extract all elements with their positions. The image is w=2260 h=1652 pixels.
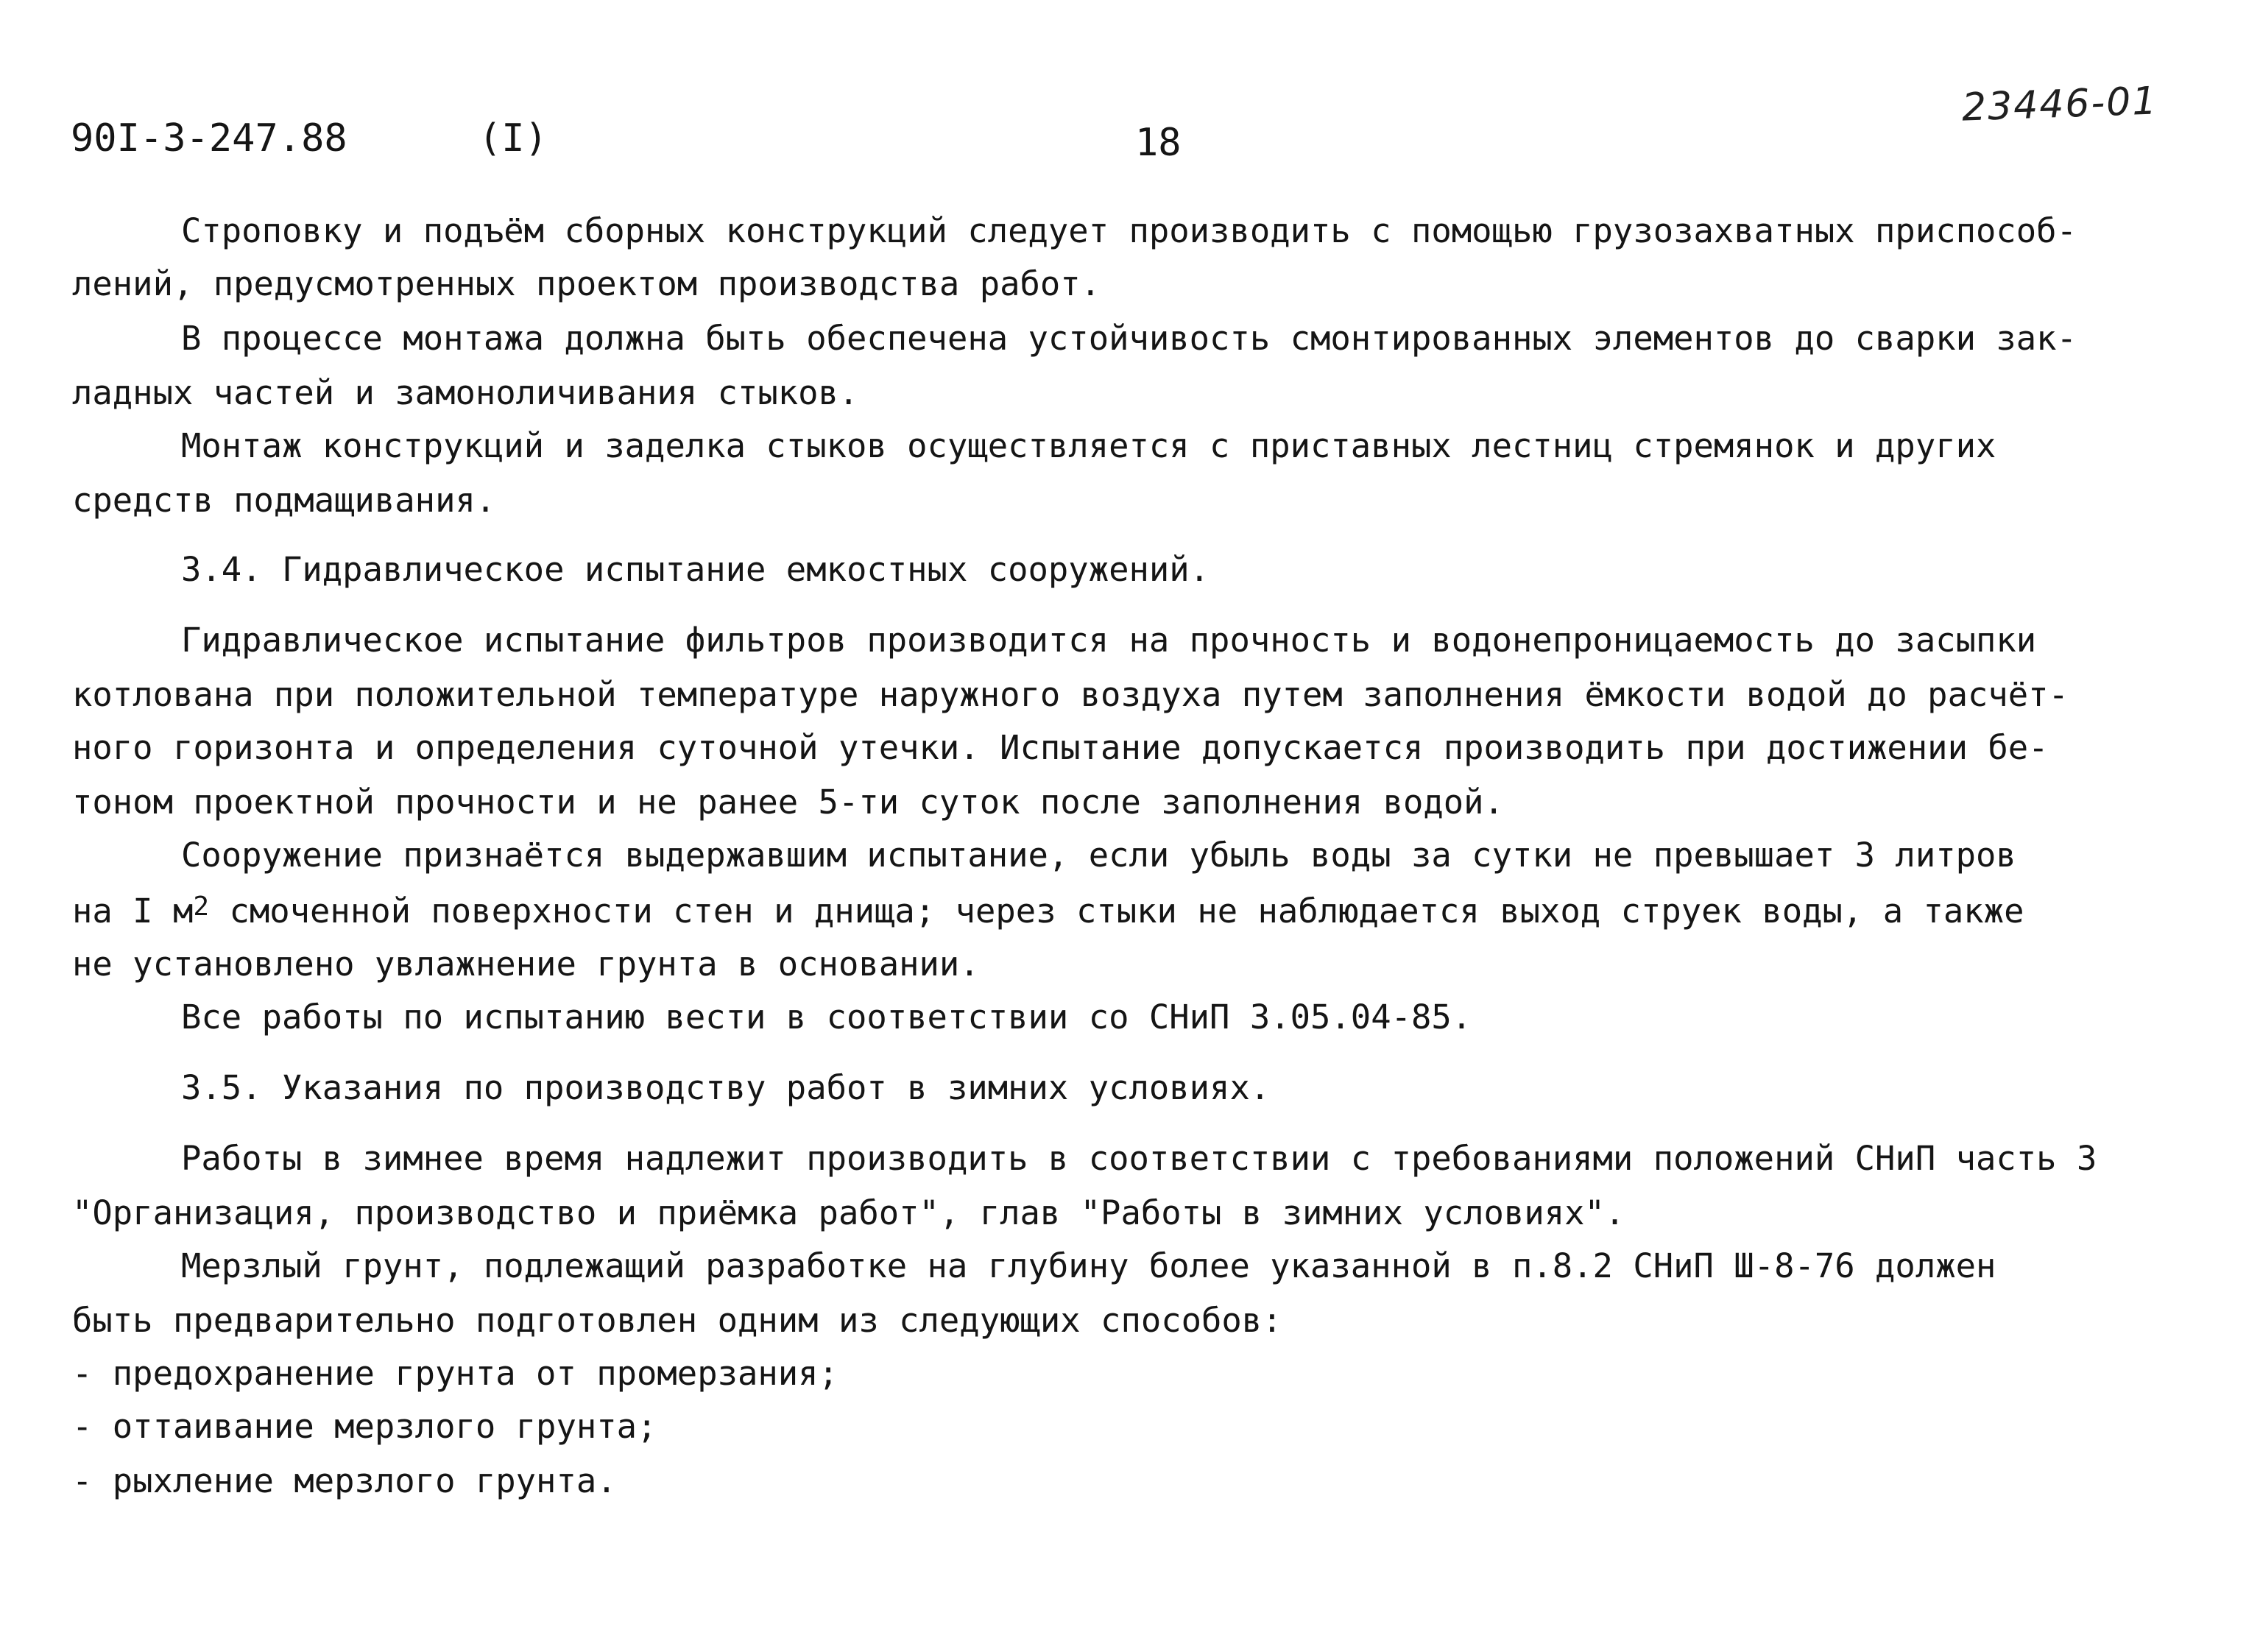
paragraph-frozen-soil-line-2: быть предварительно подготовлен одним из следующих способов: [72, 1301, 1282, 1340]
paragraph-slinging-line-1: Строповку и подъём сборных конструкций следует производить с помощью грузозахватных приспособ- [181, 211, 2077, 250]
paragraph-hydraulic-test-line-2: котлована при положительной температуре наружного воздуха путем заполнения ёмкости водой до расчёт- [72, 675, 2069, 714]
paragraph-acceptance-line-1: Сооружение признаётся выдержавшим испытание, если убыль воды за сутки не превышает 3 литров [181, 836, 2016, 875]
document-code: 90I-3-247.88 [71, 116, 347, 160]
paragraph-winter-works-line-1: Работы в зимнее время надлежит производить в соответствии с требованиями положений СНиП часть 3 [181, 1139, 2097, 1178]
paragraph-hydraulic-test-line-1: Гидравлическое испытание фильтров производится на прочность и водонепроницаемость до засыпки [181, 621, 2037, 660]
paragraph-hydraulic-test-line-3: ного горизонта и определения суточной утечки. Испытание допускается производить при достижении бе- [72, 728, 2049, 767]
page-number: 18 [1135, 121, 1182, 165]
paragraph-slinging-line-2: лений, предусмотренных проектом производства работ. [72, 264, 1101, 303]
acceptance-text-start: на I м [72, 892, 194, 931]
list-item: - оттаивание мерзлого грунта; [72, 1407, 657, 1446]
paragraph-acceptance-line-3: не установлено увлажнение грунта в основании. [72, 945, 980, 984]
list-item: - рыхление мерзлого грунта. [72, 1461, 617, 1500]
superscript-exponent: 2 [193, 892, 210, 922]
paragraph-assembly-line-2: средств подмащивания. [72, 481, 496, 520]
section-heading-3-5: 3.5. Указания по производству работ в зимних условиях. [181, 1068, 1271, 1107]
paragraph-stability-line-1: В процессе монтажа должна быть обеспечена устойчивость смонтированных элементов до сварки зак- [181, 319, 2077, 358]
section-heading-3-4: 3.4. Гидравлическое испытание емкостных сооружений. [181, 550, 1210, 589]
paragraph-stability-line-2: ладных частей и замоноличивания стыков. [72, 373, 859, 412]
sheet-number: (I) [479, 116, 548, 160]
handwritten-inventory-number: 23446-01 [1961, 79, 2159, 130]
paragraph-hydraulic-test-line-4: тоном проектной прочности и не ранее 5-ти суток после заполнения водой. [72, 783, 1504, 822]
paragraph-winter-works-line-2: "Организация, производство и приёмка работ", глав "Работы в зимних условиях". [72, 1193, 1625, 1232]
paragraph-snip-reference: Все работы по испытанию вести в соответствии со СНиП 3.05.04-85. [181, 998, 1472, 1037]
list-item: - предохранение грунта от промерзания; [72, 1354, 838, 1393]
acceptance-text-end: смоченной поверхности стен и днища; через стыки не наблюдается выход струек воды, а также [209, 892, 2024, 931]
paragraph-acceptance-line-2 [72, 891, 2024, 932]
paragraph-assembly-line-1: Монтаж конструкций и заделка стыков осуществляется с приставных лестниц стремянок и других [181, 426, 1996, 465]
paragraph-frozen-soil-line-1: Мерзлый грунт, подлежащий разработке на глубину более указанной в п.8.2 СНиП Ш-8-76 должен [181, 1246, 1996, 1285]
